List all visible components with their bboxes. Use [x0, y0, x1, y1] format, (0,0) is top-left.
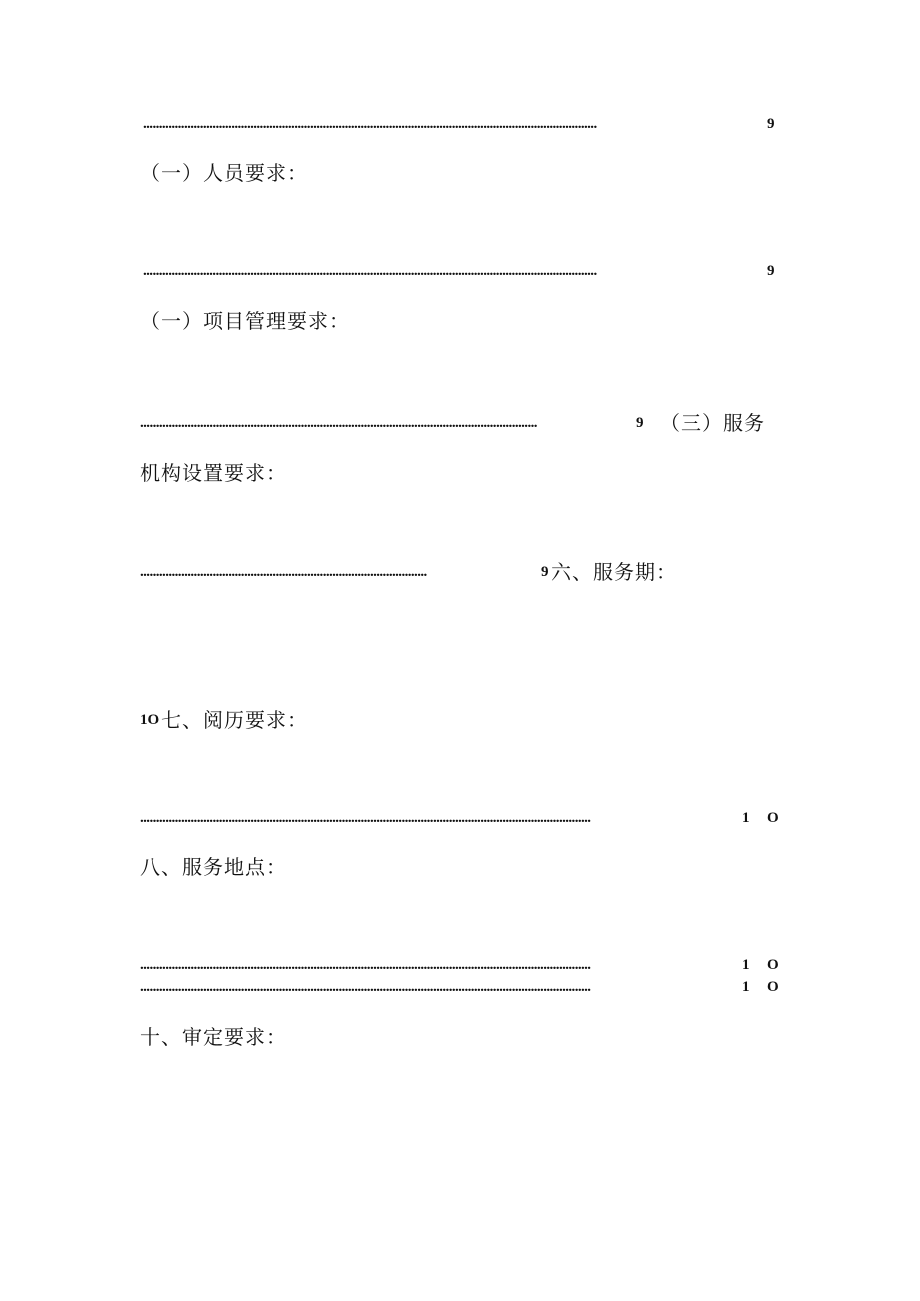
page-number: 1: [742, 810, 750, 826]
dot-leader: ...............................................................................................................................................: [140, 811, 591, 826]
toc-line: [140, 413, 790, 439]
dot-leader: ..............................................................................................................................: [140, 416, 537, 431]
page-number: 9: [636, 415, 644, 431]
dot-leader: ................................................................................................................................................: [143, 117, 597, 132]
toc-line: [140, 562, 700, 588]
page-number: 9: [767, 116, 775, 132]
toc-line: [143, 117, 783, 137]
toc-line: [140, 980, 790, 1000]
toc-entry-service-period: 六、服务期：: [551, 560, 677, 584]
page-number: 1O: [140, 712, 160, 728]
page-number: 1: [742, 957, 750, 973]
page-number: 9: [767, 263, 775, 279]
toc-entry-review-requirements: 十、审定要求：: [140, 1025, 287, 1049]
dot-leader: ...........................................................................................: [140, 565, 427, 580]
dot-leader: ...............................................................................................................................................: [140, 958, 591, 973]
page-number: 1: [742, 979, 750, 995]
toc-entry-service-fragment: （三）服务: [660, 411, 765, 435]
page-number: O: [767, 810, 779, 826]
page-number: O: [767, 979, 779, 995]
toc-line: [140, 811, 790, 831]
toc-entry-organization-setup: 机构设置要求：: [140, 461, 287, 485]
toc-line: [143, 264, 783, 284]
toc-entry-service-location: 八、服务地点：: [140, 855, 287, 879]
toc-line: [140, 710, 440, 736]
page-number: O: [767, 957, 779, 973]
dot-leader: ...............................................................................................................................................: [140, 980, 591, 995]
toc-entry-experience-requirements: 七、阅历要求：: [161, 708, 308, 732]
toc-line: [140, 958, 790, 978]
toc-entry-project-management-requirements: （一）项目管理要求：: [140, 309, 350, 333]
page-number: 9: [541, 564, 549, 580]
dot-leader: ................................................................................................................................................: [143, 264, 597, 279]
toc-entry-personnel-requirements: （一）人员要求：: [140, 161, 308, 185]
